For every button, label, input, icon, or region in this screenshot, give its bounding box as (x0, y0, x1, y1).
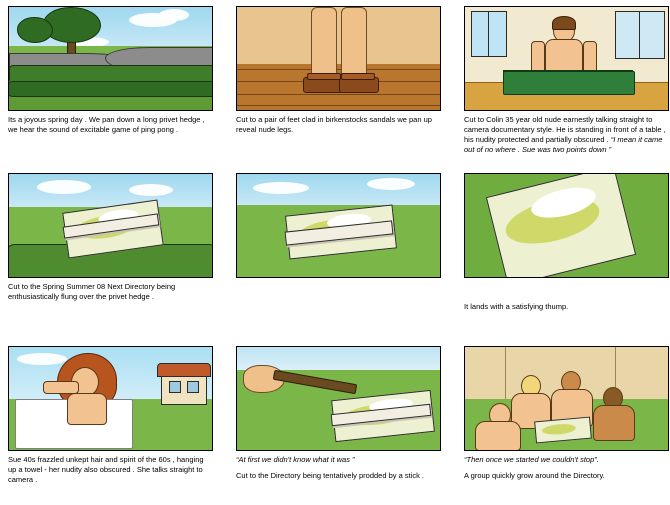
panel-9-image (464, 346, 669, 451)
storyboard-cell-4 (8, 173, 213, 302)
plank-line (237, 69, 440, 70)
person-body (593, 405, 635, 441)
house-window (169, 381, 181, 393)
panel-1-caption: Its a joyous spring day . We pan down a long privet hedge , we hear the sound of excitable game of ping pong . (8, 115, 205, 134)
plank-line (237, 105, 440, 106)
storyboard-cell-6 (464, 173, 669, 312)
sue-torso (67, 393, 107, 425)
panel-2-image (236, 6, 441, 111)
tree-icon (17, 17, 53, 43)
house-window (187, 381, 199, 393)
table-net (503, 70, 633, 72)
privet-hedge-foreground (8, 81, 213, 97)
storyboard-cell-1 (8, 6, 213, 135)
window-mullion (639, 12, 640, 58)
colin-hair (552, 16, 576, 30)
panel-7-caption: Sue 40s frazzled unkept hair and spirit of the 60s , hanging up a towel - her nudity also obscured . She talks straight to camera . (8, 455, 204, 484)
cloud-icon (129, 184, 173, 196)
plank-line (237, 94, 440, 95)
panel-9-caption (464, 455, 667, 481)
panel-3-caption (464, 115, 667, 155)
panel-5-image (236, 173, 441, 278)
wall (237, 7, 440, 64)
cloud-icon (367, 178, 415, 190)
storyboard-cell-5 (236, 173, 441, 282)
storyboard-cell-9 (464, 346, 669, 481)
cover-swirl (542, 423, 577, 436)
panel-6-caption: It lands with a satisfying thump. (464, 302, 569, 311)
panel-6-image (464, 173, 669, 278)
panel-2-caption: Cut to a pair of feet clad in birkenstocks sandals we pan up reveal nude legs. (236, 115, 432, 134)
panel-4-caption: Cut to the Spring Summer 08 Next Directory being enthusiastically flung over the privet hedge . (8, 282, 176, 301)
ping-pong-table (503, 71, 635, 95)
panel-4-image (8, 173, 213, 278)
panel-9-caption-quote: “Then once we started we couldn't stop”. (464, 455, 599, 464)
house (161, 373, 207, 405)
storyboard-cell-2 (236, 6, 441, 135)
person-body (475, 421, 521, 451)
leg-left (311, 7, 337, 83)
panel-8-caption (236, 455, 439, 481)
panel-9-caption-text: A group quickly grow around the Directory. (464, 471, 605, 480)
panel-8-caption-text: Cut to the Directory being tentatively prodded by a stick . (236, 471, 425, 480)
window-mullion (488, 12, 489, 56)
wall-line (505, 347, 506, 401)
window (615, 11, 665, 59)
panel-1-image (8, 6, 213, 111)
cloud-icon (159, 9, 189, 21)
cloud-icon (253, 182, 309, 194)
storyboard-cell-8 (236, 346, 441, 481)
panel-3-caption-text: Cut to Colin 35 year old nude earnestly talking straight to camera documentary style. He is standing in front of a table , his nudity protected and partially obscured . (464, 115, 666, 144)
panel-8-image (236, 346, 441, 451)
sandal-strap (307, 73, 341, 80)
storyboard-cell-7 (8, 346, 213, 485)
panel-8-caption-quote: “At first we didn't know what it was ” (236, 455, 355, 464)
window (471, 11, 507, 57)
cloud-icon (17, 353, 67, 365)
panel-7-image (8, 346, 213, 451)
storyboard-cell-3 (464, 6, 669, 155)
panel-3-caption-quote: “I mean it came out of no where . Sue was two points down ” (464, 135, 663, 154)
panel-3-image (464, 6, 669, 111)
house-roof (157, 363, 211, 377)
cloud-icon (37, 180, 91, 194)
sandal-strap (341, 73, 375, 80)
leg-right (341, 7, 367, 83)
